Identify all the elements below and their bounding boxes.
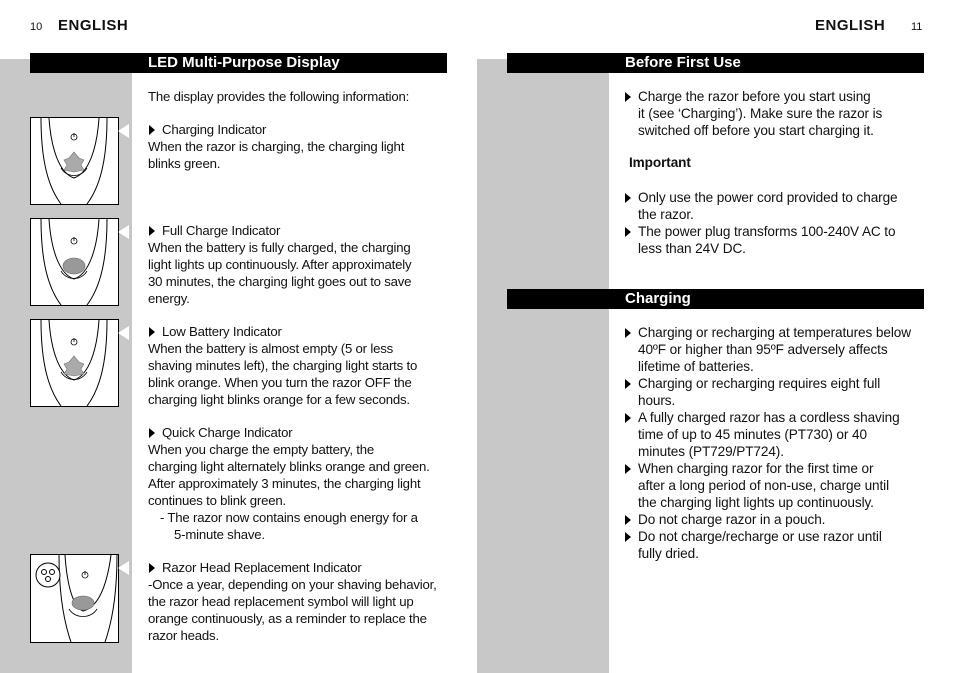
- left-text-column: [148, 88, 448, 105]
- bullet-line: the razor.: [638, 207, 694, 222]
- item-full-charge-indicator: [148, 222, 448, 307]
- item-line: light lights up continuously. After approximately: [148, 257, 412, 272]
- left-page-number: 10: [30, 21, 43, 33]
- bullet-line: less than 24V DC.: [638, 241, 746, 256]
- before-first-use-header: [507, 53, 924, 73]
- item-line: When the battery is fully charged, the charging: [148, 240, 411, 255]
- bullet-line: The power plug transforms 100-240V AC to: [638, 224, 896, 239]
- item-title: Low Battery Indicator: [148, 323, 448, 340]
- item-line: charging light alternately blinks orange and green.: [148, 459, 430, 474]
- charging-content: [624, 324, 934, 562]
- led-display-title: LED Multi-Purpose Display: [148, 54, 340, 71]
- bullet-item: [624, 189, 929, 223]
- bullet-line: Only use the power cord provided to charge: [638, 190, 898, 205]
- bullet-item: [624, 223, 929, 257]
- figure-pointer: [118, 124, 129, 138]
- intro-text: The display provides the following information:: [148, 89, 410, 104]
- figure-pointer: [118, 561, 129, 575]
- item-line: blinks green.: [148, 156, 221, 171]
- razor-illustration-head-replacement: [30, 554, 119, 643]
- charging-header: [507, 289, 924, 309]
- item-line: energy.: [148, 291, 190, 306]
- item-line: charging light blinks orange for a few seconds.: [148, 392, 410, 407]
- bullet-item: [624, 528, 934, 562]
- bullet-line: switched off before you start charging it.: [638, 123, 874, 138]
- item-line: -Once a year, depending on your shaving behavior,: [148, 577, 437, 592]
- item-line: orange continuously, as a reminder to replace the: [148, 611, 427, 626]
- bullet-item: [624, 375, 934, 409]
- important-label: Important: [629, 155, 691, 170]
- item-line: razor heads.: [148, 628, 219, 643]
- left-language-label: ENGLISH: [58, 17, 129, 34]
- razor-icon: [31, 219, 118, 305]
- item-line: continues to blink green.: [148, 493, 286, 508]
- bullet-line: minutes (PT729/PT724).: [638, 444, 784, 459]
- item-line: After approximately 3 minutes, the charging light: [148, 476, 421, 491]
- bullet-line: the charging light lights up continuously.: [638, 495, 874, 510]
- razor-icon: [31, 555, 118, 642]
- item-title: Quick Charge Indicator: [148, 424, 448, 441]
- bullet-item: [624, 324, 934, 375]
- item-line: When you charge the empty battery, the: [148, 442, 374, 457]
- bullet-line: after a long period of non-use, charge until: [638, 478, 890, 493]
- item-line: 30 minutes, the charging light goes out to save: [148, 274, 412, 289]
- bullet-item: [624, 88, 929, 139]
- bullet-line: A fully charged razor has a cordless shaving: [638, 410, 900, 425]
- bullet-line: it (see ‘Charging’). Make sure the razor is: [638, 106, 883, 121]
- razor-icon: [31, 320, 118, 406]
- right-margin-bar: [477, 59, 609, 673]
- right-language-label: ENGLISH: [815, 17, 886, 34]
- bullet-line: Charging or recharging at temperatures below: [638, 325, 911, 340]
- bullet-item: [624, 409, 934, 460]
- bullet-line: 40ºF or higher than 95ºF adversely affects: [638, 342, 888, 357]
- item-line: When the battery is almost empty (5 or less: [148, 341, 393, 356]
- item-subline: 5-minute shave.: [174, 527, 265, 542]
- item-razor-head-replacement: [148, 559, 450, 644]
- bullet-item: [624, 460, 934, 511]
- item-title: Razor Head Replacement Indicator: [148, 559, 450, 576]
- item-title: Full Charge Indicator: [148, 222, 448, 239]
- bullet-line: fully dried.: [638, 546, 699, 561]
- item-low-battery-indicator: [148, 323, 448, 408]
- razor-illustration-low-battery: [30, 319, 119, 407]
- bullet-line: hours.: [638, 393, 676, 408]
- item-charging-indicator: [148, 121, 448, 172]
- razor-icon: [31, 118, 118, 204]
- item-subline: - The razor now contains enough energy for a: [160, 510, 418, 525]
- figure-pointer: [118, 326, 129, 340]
- charging-title: Charging: [625, 290, 691, 307]
- item-line: When the razor is charging, the charging light: [148, 139, 405, 154]
- bullet-line: lifetime of batteries.: [638, 359, 754, 374]
- bullet-line: Do not charge/recharge or use razor until: [638, 529, 882, 544]
- before-first-use-content: [624, 88, 929, 139]
- bullet-line: When charging razor for the first time or: [638, 461, 874, 476]
- item-quick-charge-indicator: [148, 424, 448, 543]
- item-line: blink orange. When you turn the razor OFF the: [148, 375, 412, 390]
- item-line: shaving minutes left), the charging light starts to: [148, 358, 418, 373]
- before-first-use-title: Before First Use: [625, 54, 741, 71]
- razor-illustration-full-charge: [30, 218, 119, 306]
- figure-pointer: [118, 225, 129, 239]
- important-content: [624, 189, 929, 257]
- bullet-line: Do not charge razor in a pouch.: [638, 512, 826, 527]
- item-line: the razor head replacement symbol will light up: [148, 594, 414, 609]
- bullet-line: Charging or recharging requires eight full: [638, 376, 881, 391]
- bullet-line: Charge the razor before you start using: [638, 89, 871, 104]
- razor-illustration-charging: [30, 117, 119, 205]
- item-title: Charging Indicator: [148, 121, 448, 138]
- right-page-number: 11: [911, 21, 923, 33]
- bullet-line: time of up to 45 minutes (PT730) or 40: [638, 427, 867, 442]
- bullet-item: [624, 511, 934, 528]
- led-display-header: [30, 53, 447, 73]
